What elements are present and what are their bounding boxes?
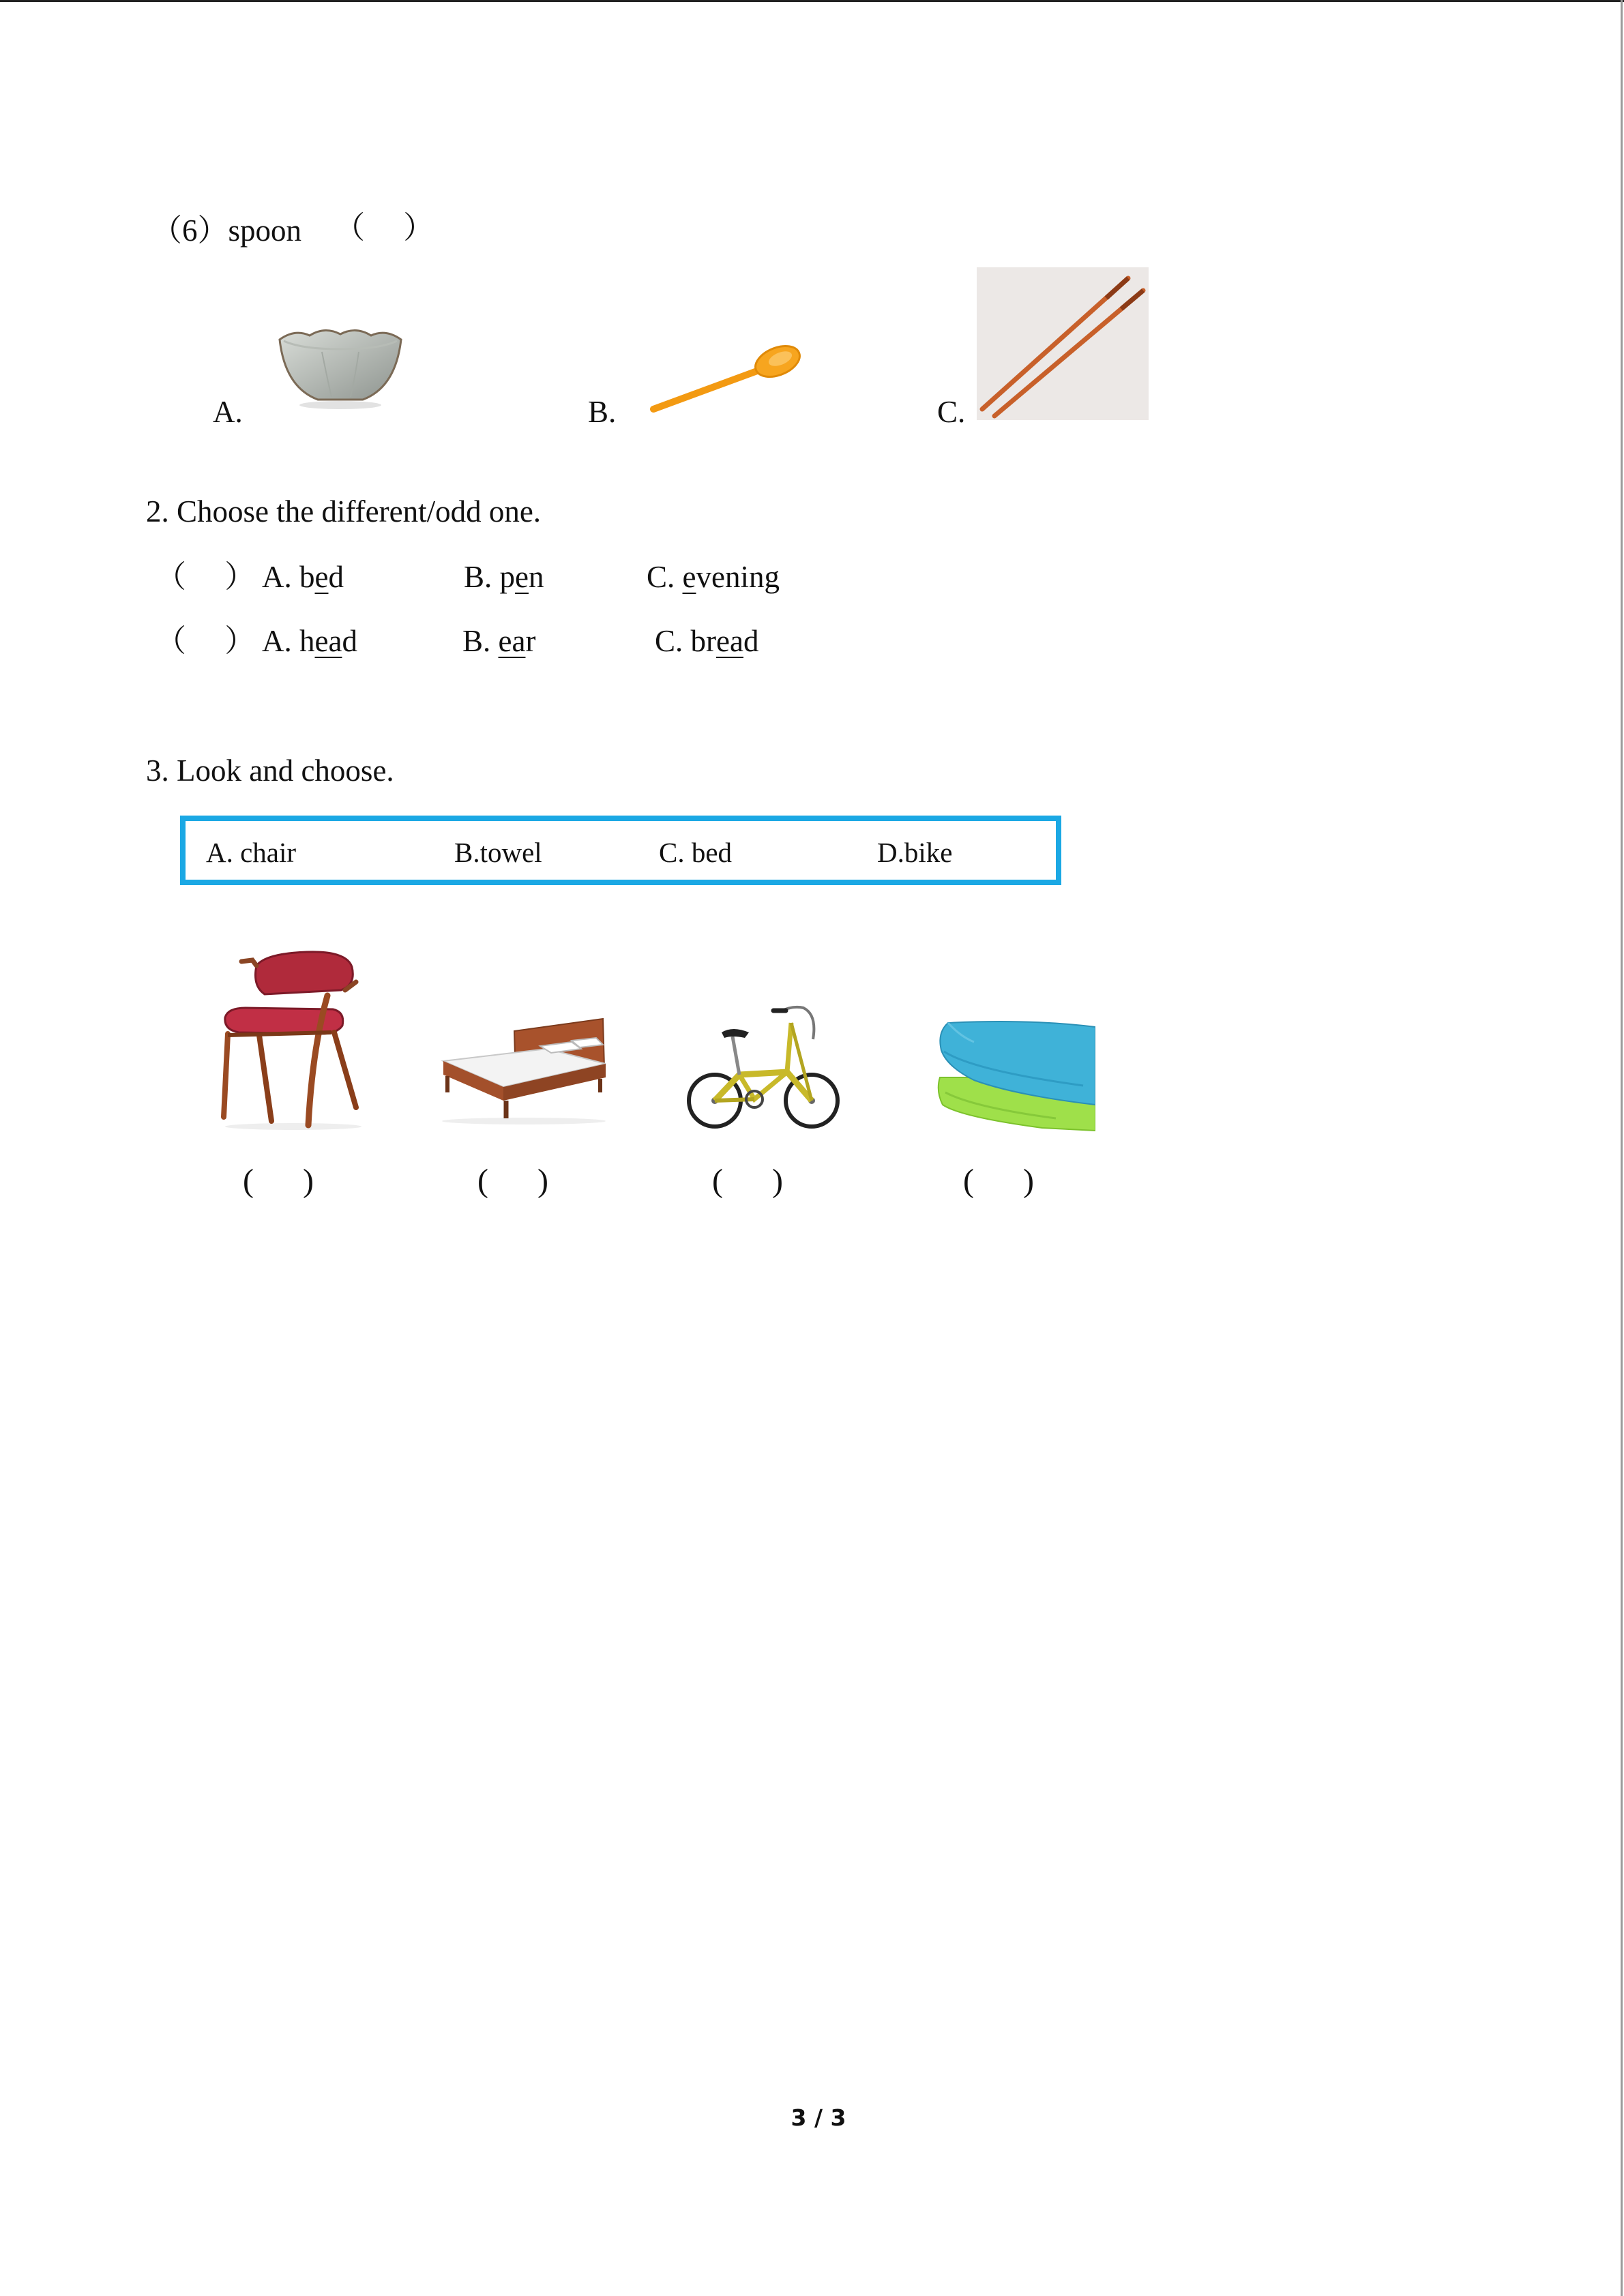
row2-option-a: A. head: [262, 624, 357, 658]
word-bank-bike: D.bike: [877, 837, 953, 868]
chair-answer-paren: ( ): [243, 1163, 314, 1199]
towel-answer-paren: ( ): [963, 1163, 1034, 1199]
bed-picture: [438, 1016, 610, 1125]
bike-picture: [683, 998, 843, 1132]
word-bank-bed: C. bed: [659, 837, 733, 868]
bowl-picture: [274, 325, 407, 411]
page-right-border: [1621, 0, 1623, 2296]
page-top-border: [0, 0, 1624, 2]
row1-option-c: C. evening: [647, 560, 780, 594]
spoon-picture: [648, 337, 803, 415]
q6-option-b-letter: B.: [588, 395, 617, 429]
word-bank-chair: A. chair: [206, 837, 297, 868]
row1-option-b: B. pen: [464, 560, 544, 594]
towel-picture: [933, 1012, 1095, 1132]
bike-answer-paren: ( ): [712, 1163, 783, 1199]
row1-option-a: A. bed: [262, 560, 344, 594]
row2-answer-paren: （ ）: [156, 624, 256, 658]
chair-picture: [198, 946, 374, 1131]
q6-option-c-letter: C.: [937, 395, 966, 429]
section2-heading: 2. Choose the different/odd one.: [146, 494, 542, 528]
page-number: 3 / 3: [791, 2104, 846, 2131]
row2-option-c: C. bread: [655, 624, 759, 658]
word-bank-towel: B.towel: [454, 837, 542, 868]
chopsticks-picture: [977, 267, 1149, 420]
q6-label: （6）spoon: [151, 213, 302, 248]
row2-option-b: B. ear: [462, 624, 536, 658]
row1-answer-paren: （ ）: [156, 560, 256, 594]
section3-heading: 3. Look and choose.: [146, 754, 394, 788]
q6-answer-paren: （ ）: [334, 211, 434, 245]
q6-option-a-letter: A.: [213, 395, 243, 429]
bed-answer-paren: ( ): [477, 1163, 548, 1199]
